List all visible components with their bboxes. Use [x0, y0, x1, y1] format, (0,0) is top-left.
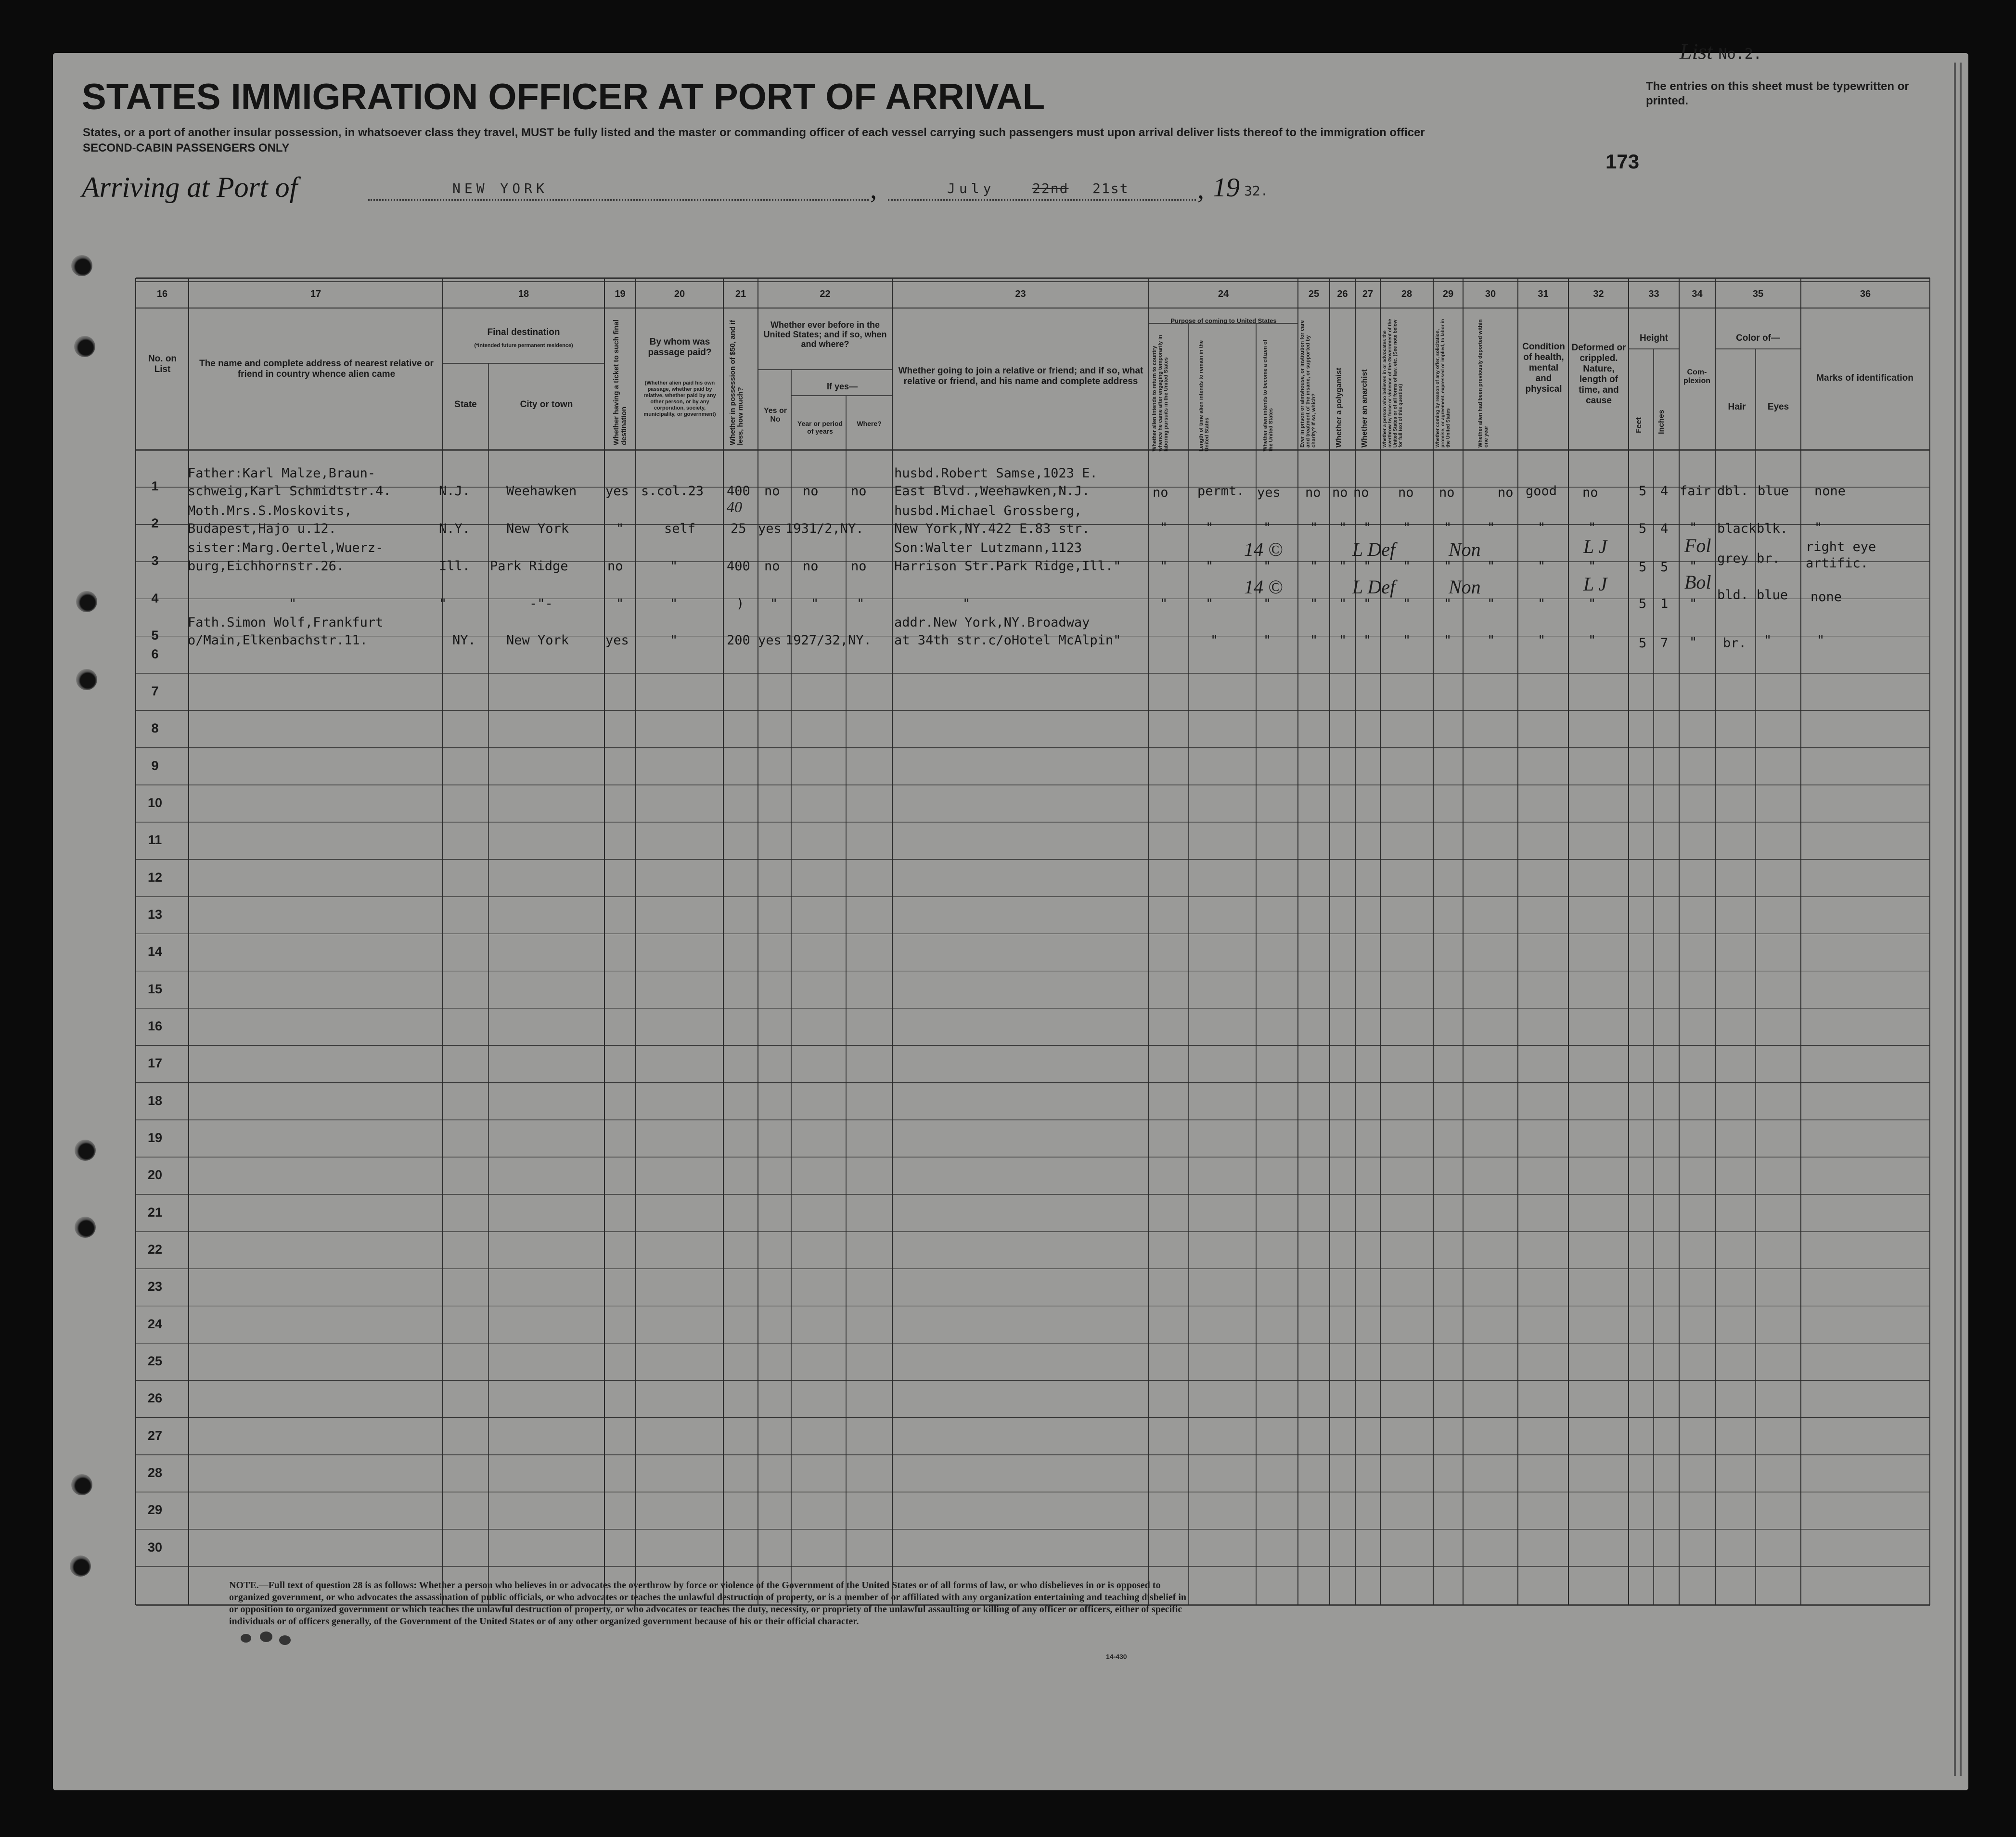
header-height: Height — [1639, 333, 1669, 343]
row-number: 6 — [151, 646, 159, 661]
col-number: 19 — [615, 289, 626, 299]
header-if-yes: If yes— — [826, 382, 858, 391]
header-c30: Whether alien had been previously deported within one year — [1477, 319, 1489, 448]
row3-hair: grey — [1717, 551, 1749, 566]
row3-relative-line1: sister:Marg.Oertel,Wuerz- — [188, 540, 384, 555]
comma: , — [870, 175, 877, 205]
header-hair: Hair — [1728, 402, 1746, 412]
row3-eyes: br. — [1757, 551, 1780, 566]
row5-deformed: " — [1588, 633, 1596, 648]
row5-feet: 5 — [1639, 636, 1647, 651]
row2-purpose-c: " — [1263, 520, 1271, 535]
row4-ticket: " — [616, 596, 624, 611]
row5-joining-line1: addr.New York,NY.Broadway — [894, 615, 1090, 630]
row3-c28: " — [1403, 559, 1411, 574]
row3-handwritten-code: L J — [1583, 536, 1607, 557]
row5-relative-line1: Fath.Simon Wolf,Frankfurt — [188, 615, 384, 630]
row3-c27: " — [1363, 559, 1372, 574]
header-joining: Whether going to join a relative or friend; and if so, what relative or friend, and his name and complete address — [898, 366, 1143, 386]
header-c29: Whether coming by reason of any offer, solicitation, promise, or agreement, expressed or implied, to labor in the United States — [1435, 319, 1451, 448]
row3-handwritten-code: Non — [1449, 539, 1481, 560]
header-complexion: Com-plexion — [1683, 368, 1710, 385]
row2-c30: " — [1487, 520, 1495, 535]
list-number-value: No.2. — [1718, 46, 1762, 63]
arriving-label: Arriving at Port of — [82, 171, 298, 203]
row2-marks: " — [1814, 520, 1823, 535]
row-number: 14 — [147, 944, 163, 959]
col-number: 22 — [820, 289, 831, 299]
row1-c25: no — [1305, 485, 1321, 500]
row3-handwritten-code: 14 © — [1244, 539, 1283, 560]
row3-deformed: " — [1588, 559, 1596, 574]
footnote-question-28: NOTE.—Full text of question 28 is as follows: Whether a person who believes in or advocates the overthrow by force or violence of the Government of the United States or of all forms of law, or who disbelieves in or is opposed to organized government, or who advocates the assassination of public officials, or who advocates or teaches the unlawful destruction of property, or is a member of or affiliated with any organization entertaining and teaching disbelief in or opposition to organized government or which teaches the unlawful destruction of property, or who advocates or teaches the duty, necessity, or propriety of the unlawful assaulting or killing of any officer or officers, either of specific individuals or of officers generally, of the Government of the United States or of any other organized government because of his or their official character. — [229, 1580, 1187, 1627]
row1-relative-line2: schweig,Karl Schmidtstr.4. — [188, 484, 391, 499]
list-label: List — [1680, 39, 1713, 64]
row-number: 17 — [147, 1056, 163, 1071]
row3-state: Ill. — [439, 559, 471, 574]
col-number: 21 — [735, 289, 746, 299]
row3-where: no — [851, 559, 867, 574]
row5-relative-line2: o/Main,Elkenbachstr.11. — [188, 633, 368, 648]
row4-money: ) — [736, 596, 745, 611]
row5-inches: 7 — [1660, 636, 1669, 651]
row2-before: yes — [758, 521, 782, 536]
header-state: State — [454, 399, 477, 410]
header-passage-note: (Whether alien paid his own passage, whether paid by relative, whether paid by any other person, or by any corporation, society, municipality, or government) — [643, 380, 716, 417]
header-purpose-b: Length of time alien intends to remain in the United States — [1198, 340, 1210, 451]
stamp-mark — [260, 1631, 272, 1642]
header-no-on-list: No. on List — [148, 354, 177, 374]
row4-hair: bld. — [1717, 588, 1749, 603]
header-final-destination-note: (*Intended future permanent residence) — [474, 343, 573, 348]
col-number: 31 — [1538, 289, 1549, 299]
row1-before: no — [764, 484, 780, 499]
row3-inches: 5 — [1660, 560, 1669, 575]
row2-money-correction: 40 — [727, 498, 742, 515]
row2-c28: " — [1403, 520, 1411, 535]
header-before-in-us: Whether ever before in the United States; and if so, when and where? — [763, 320, 887, 349]
row4-handwritten-code: 14 © — [1244, 576, 1283, 598]
row1-purpose-a: no — [1153, 485, 1169, 500]
row-number: 16 — [147, 1018, 163, 1033]
row2-c29: " — [1444, 520, 1452, 535]
header-nearest-relative: The name and complete address of nearest relative or friend in country whence alien came — [199, 359, 434, 379]
row1-where: no — [851, 484, 867, 499]
header-city: City or town — [520, 399, 573, 410]
row-number: 13 — [147, 907, 163, 922]
row-number: 18 — [147, 1093, 163, 1108]
row3-c30: " — [1487, 559, 1495, 574]
header-c27: Whether an anarchist — [1361, 369, 1369, 448]
header-passage-paid: By whom was passage paid? — [648, 337, 712, 358]
row2-hair: black — [1717, 521, 1757, 536]
row-number: 19 — [147, 1130, 163, 1145]
header-marks: Marks of identification — [1816, 373, 1913, 383]
header-purpose: Purpose of coming to United States — [1170, 317, 1277, 324]
row4-c27: " — [1363, 596, 1372, 611]
row4-inches: 1 — [1660, 596, 1669, 611]
row5-before: yes — [758, 633, 782, 648]
col-number: 34 — [1692, 289, 1703, 299]
row3-city: Park Ridge — [490, 559, 568, 574]
row-number: 22 — [147, 1242, 163, 1257]
row3-handwritten-code: Fol — [1684, 535, 1711, 556]
row4-city: -"- — [529, 596, 553, 611]
col-number: 28 — [1401, 289, 1412, 299]
row4-complexion: " — [1689, 596, 1697, 611]
date-month: July — [947, 180, 995, 196]
page-number: 173 — [1605, 150, 1640, 173]
row4-health: " — [1538, 596, 1546, 611]
row4-handwritten-code: L Def — [1352, 576, 1396, 598]
header-money: Whether in possession of $50, and if less, how much? — [729, 320, 745, 445]
header-yes-no: Yes or No — [763, 407, 787, 424]
row1-deformed: no — [1582, 485, 1598, 500]
row1-inches: 4 — [1660, 484, 1669, 499]
col-number: 20 — [674, 289, 685, 299]
row1-joining-line1: husbd.Robert Samse,1023 E. — [894, 466, 1098, 481]
row1-state: N.J. — [439, 484, 471, 499]
row1-c27: no — [1353, 485, 1369, 500]
row-number: 4 — [151, 591, 159, 605]
header-c25: Ever in prison or almshouse, or institution for care and treatment of the insane, or supported by charity? If so, which? — [1299, 320, 1317, 448]
col-number: 23 — [1015, 289, 1026, 299]
row-number: 15 — [147, 981, 163, 996]
row1-year: no — [803, 484, 819, 499]
header-inches: Inches — [1657, 410, 1666, 434]
row1-c30: no — [1498, 485, 1514, 500]
row3-purpose-b: " — [1206, 559, 1214, 574]
col-number: 27 — [1362, 289, 1374, 299]
header-feet: Feet — [1635, 417, 1643, 433]
row1-purpose-b: permt. — [1197, 484, 1245, 499]
row2-complexion: " — [1689, 520, 1697, 535]
row5-c25: " — [1310, 633, 1318, 648]
row5-hair: br. — [1723, 636, 1746, 651]
row-number: 9 — [151, 758, 159, 773]
row-number: 12 — [147, 870, 163, 885]
binding-hole — [75, 1217, 96, 1238]
header-purpose-a: Whether alien intends to return to country whence he came after engaging temporarily in laboring pursuits in the United States — [1152, 334, 1169, 451]
row4-state: " — [439, 596, 447, 611]
row2-ticket: " — [616, 521, 624, 536]
row3-marks: right eye artific. — [1806, 540, 1876, 571]
row2-health: " — [1538, 520, 1546, 535]
row-number: 11 — [148, 833, 162, 848]
row1-hair: dbl. — [1717, 484, 1749, 499]
row1-relative-line1: Father:Karl Malze,Braun- — [188, 466, 376, 481]
header-c28: Whether a person who believes in or advocates the overthrow by force or violence of the Government of the United States or of all forms of law, etc. (See note below for full text of this question) — [1382, 319, 1403, 448]
stamp-mark — [241, 1634, 251, 1643]
row2-joining-line2: New York,NY.422 E.83 str. — [894, 521, 1090, 536]
row3-handwritten-code: L Def — [1352, 539, 1396, 560]
col-number: 29 — [1442, 289, 1454, 299]
binding-hole — [75, 1140, 96, 1161]
row1-feet: 5 — [1639, 484, 1647, 499]
row-number: 26 — [147, 1391, 163, 1406]
row-number: 20 — [147, 1168, 163, 1182]
row4-purpose-c: " — [1263, 596, 1271, 611]
row3-year: no — [803, 559, 819, 574]
row4-passage-paid: " — [670, 596, 678, 611]
row1-c26: no — [1332, 485, 1348, 500]
binding-hole — [71, 1474, 92, 1495]
row5-passage-paid: " — [670, 633, 678, 648]
date-struck: 22nd — [1032, 180, 1069, 196]
row2-relative-line1: Moth.Mrs.S.Moskovits, — [188, 503, 352, 518]
row2-inches: 4 — [1660, 521, 1669, 536]
row-number: 5 — [151, 628, 159, 642]
binding-hole — [71, 255, 92, 276]
header-eyes: Eyes — [1767, 402, 1789, 412]
binding-hole — [76, 669, 97, 690]
row4-marks: none — [1811, 590, 1842, 604]
row4-joining: " — [963, 596, 971, 611]
row1-passage-paid: s.col.23 — [641, 484, 704, 499]
row5-c26: " — [1339, 633, 1347, 648]
col-number: 18 — [518, 289, 529, 299]
row3-c25: " — [1310, 559, 1318, 574]
form-subtitle-class: SECOND-CABIN PASSENGERS ONLY — [83, 141, 290, 154]
binding-hole — [70, 1555, 91, 1577]
row-number: 7 — [151, 683, 159, 698]
row4-c28: " — [1403, 596, 1411, 611]
row4-handwritten-code: Non — [1449, 576, 1481, 598]
row5-c29: " — [1444, 633, 1452, 648]
stamp-mark — [279, 1635, 291, 1645]
col-number: 30 — [1485, 289, 1496, 299]
comma: , — [1197, 175, 1204, 205]
row4-handwritten-code: Bol — [1684, 571, 1711, 593]
row-number: 2 — [151, 516, 159, 530]
col-number: 26 — [1337, 289, 1348, 299]
row4-before: " — [770, 596, 778, 611]
row5-money: 200 — [727, 633, 750, 648]
col-number: 25 — [1308, 289, 1320, 299]
row5-eyes: " — [1764, 633, 1772, 648]
row4-purpose-b: " — [1206, 596, 1214, 611]
header-purpose-c: Whether alien intends to become a citizen of the United States — [1262, 339, 1274, 451]
header-condition: Condition of health, mental and physical — [1522, 342, 1565, 394]
row-number: 30 — [147, 1540, 163, 1554]
form-subtitle: States, or a port of another insular possession, in whatsoever class they travel, MUST be fully listed and the master or commanding officer of each vessel carrying such passengers must upon arrival deliver lists thereof to the immigration officer — [83, 126, 1425, 139]
row3-c29: " — [1444, 559, 1452, 574]
row1-money: 400 — [727, 484, 750, 499]
row5-marks: " — [1817, 633, 1825, 648]
row-number: 29 — [147, 1503, 163, 1517]
row-number: 27 — [147, 1428, 163, 1443]
row-number: 8 — [151, 721, 159, 736]
row1-complexion: fair — [1680, 484, 1711, 499]
row3-joining-line2: Harrison Str.Park Ridge,Ill." — [894, 559, 1121, 574]
header-where: Where? — [857, 420, 882, 427]
row-number: 21 — [147, 1205, 163, 1220]
row1-purpose-c: yes — [1257, 485, 1281, 500]
row5-purpose-c: " — [1263, 633, 1271, 648]
row2-purpose-b: " — [1206, 520, 1214, 535]
row-number: 1 — [151, 479, 159, 493]
year-suffix: 32. — [1244, 183, 1269, 199]
row4-c26: " — [1339, 596, 1347, 611]
col-number: 24 — [1218, 289, 1229, 299]
row2-c25: " — [1310, 520, 1318, 535]
row2-eyes: blk. — [1757, 521, 1788, 536]
row2-c27: " — [1363, 520, 1372, 535]
header-final-destination: Final destination — [487, 327, 560, 337]
row4-feet: 5 — [1639, 596, 1647, 611]
row1-c29: no — [1439, 485, 1455, 500]
header-ticket: Whether having a ticket to such final destination — [612, 320, 628, 445]
row3-passage-paid: " — [670, 559, 678, 574]
row3-c26: " — [1339, 559, 1347, 574]
row4-eyes: blue — [1757, 588, 1788, 603]
row4-handwritten-code: L J — [1583, 573, 1607, 595]
row2-money: 25 — [731, 521, 746, 536]
row4-relative: " — [289, 596, 297, 611]
row5-purpose-b: " — [1210, 633, 1219, 648]
year-prefix: 19 — [1213, 173, 1240, 203]
row1-ticket: yes — [605, 484, 629, 499]
row3-relative-line2: burg,Eichhornstr.26. — [188, 559, 345, 574]
header-deformed: Deformed or crippled. Nature, length of time, and cause — [1571, 343, 1626, 406]
row-number: 28 — [147, 1465, 163, 1480]
row3-ticket: no — [607, 559, 623, 574]
row2-relative-line2: Budapest,Hajo u.12. — [188, 521, 336, 536]
row2-year: 1931/2,NY. — [785, 521, 864, 536]
row5-c30: " — [1487, 633, 1495, 648]
col-number: 17 — [310, 289, 321, 299]
date-day: 21st — [1092, 180, 1129, 196]
row3-money: 400 — [727, 559, 750, 574]
row5-health: " — [1538, 633, 1546, 648]
row4-deformed: " — [1588, 596, 1596, 611]
row-number: 24 — [147, 1316, 163, 1331]
col-number: 32 — [1593, 289, 1604, 299]
entries-note: The entries on this sheet must be typewritten or printed. — [1646, 80, 1909, 107]
row5-c28: " — [1403, 633, 1411, 648]
row3-before: no — [764, 559, 780, 574]
row1-eyes: blue — [1758, 484, 1789, 499]
row5-state: NY. — [452, 633, 476, 648]
row1-health: good — [1526, 484, 1557, 499]
row2-joining-line1: husbd.Michael Grossberg, — [894, 503, 1082, 518]
col-number: 33 — [1648, 289, 1659, 299]
form-number: 14-430 — [1106, 1653, 1127, 1660]
row1-marks: none — [1814, 484, 1846, 499]
row1-c28: no — [1398, 485, 1414, 500]
header-c26: Whether a polygamist — [1335, 367, 1343, 448]
binding-hole — [74, 336, 95, 357]
col-number: 35 — [1752, 289, 1764, 299]
row4-c29: " — [1444, 596, 1452, 611]
row5-city: New York — [506, 633, 569, 648]
row-number: 10 — [147, 795, 163, 810]
row5-joining-line2: at 34th str.c/oHotel McAlpin" — [894, 633, 1121, 648]
row1-joining-line2: East Blvd.,Weehawken,N.J. — [894, 484, 1090, 499]
row3-health: " — [1538, 559, 1546, 574]
row3-feet: 5 — [1639, 560, 1647, 575]
row2-city: New York — [506, 521, 569, 536]
row1-city: Weehawken — [506, 484, 577, 499]
row4-purpose-a: " — [1160, 596, 1168, 611]
row2-state: N.Y. — [439, 521, 471, 536]
header-year-period: Year or period of years — [797, 420, 843, 435]
row4-year: " — [811, 596, 819, 611]
row3-joining-line1: Son:Walter Lutzmann,1123 — [894, 540, 1082, 555]
row4-c30: " — [1487, 596, 1495, 611]
col-number: 16 — [156, 289, 168, 299]
row2-passage-paid: self — [664, 521, 696, 536]
row5-ticket: yes — [605, 633, 629, 648]
row4-c25: " — [1310, 596, 1318, 611]
row3-purpose-a: " — [1160, 559, 1168, 574]
port-value: NEW YORK — [452, 180, 548, 196]
row3-complexion: " — [1689, 559, 1697, 574]
row2-c26: " — [1339, 520, 1347, 535]
row2-deformed: " — [1588, 520, 1596, 535]
row-number: 25 — [147, 1353, 163, 1368]
row5-complexion: " — [1689, 635, 1697, 650]
row3-purpose-c: " — [1263, 559, 1271, 574]
row2-purpose-a: " — [1160, 520, 1168, 535]
row2-feet: 5 — [1639, 521, 1647, 536]
form-title: STATES IMMIGRATION OFFICER AT PORT OF ARRIVAL — [82, 77, 1045, 117]
row5-year: 1927/32,NY. — [785, 633, 872, 648]
binding-hole — [76, 591, 97, 612]
col-number: 36 — [1860, 289, 1871, 299]
row-number: 3 — [151, 553, 159, 568]
row5-c27: " — [1363, 633, 1372, 648]
header-color-of: Color of— — [1736, 333, 1780, 343]
row4-where: " — [857, 596, 865, 611]
row-number: 23 — [147, 1279, 163, 1294]
